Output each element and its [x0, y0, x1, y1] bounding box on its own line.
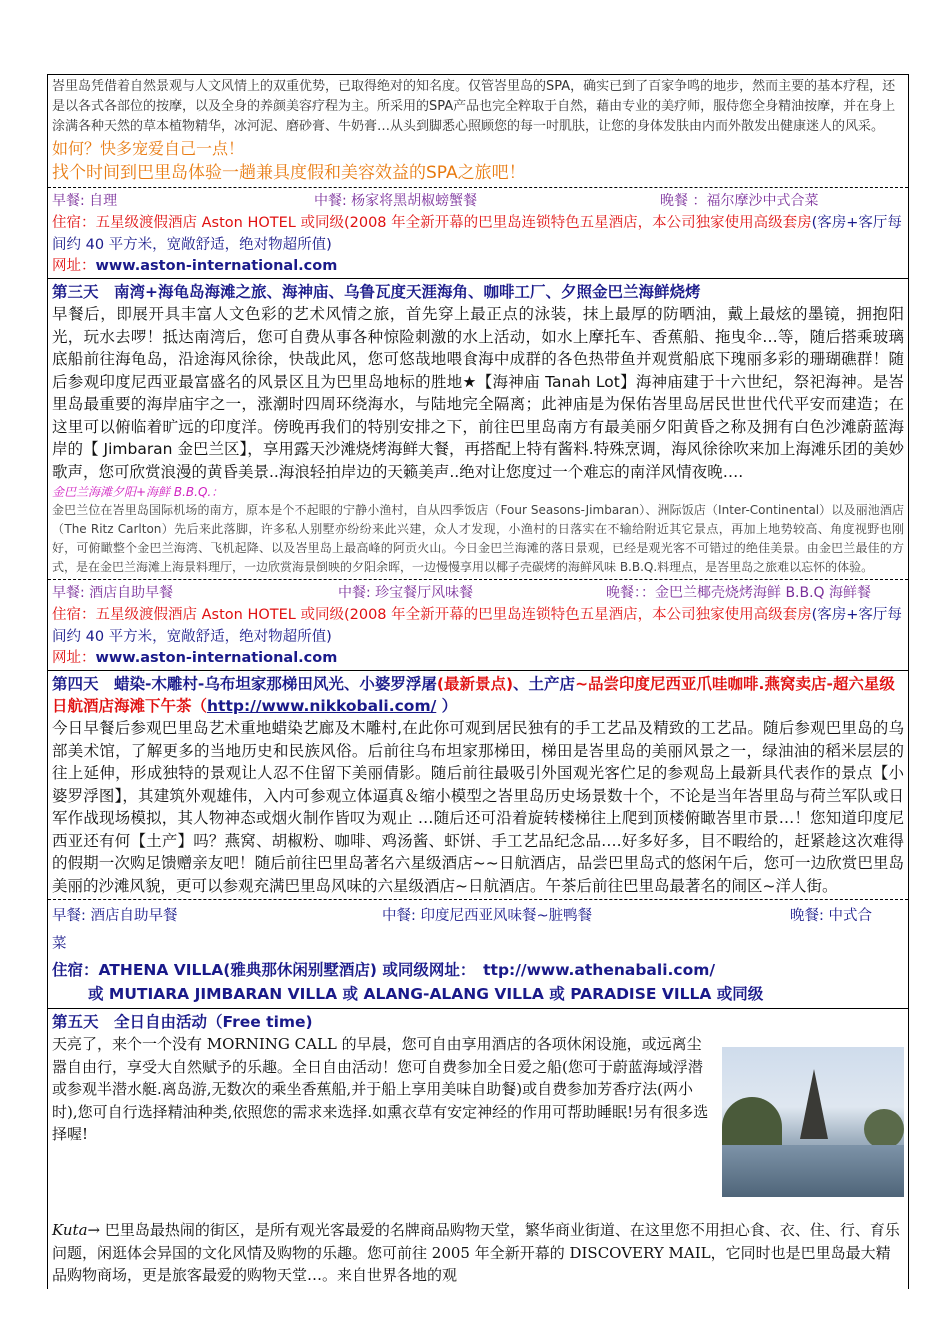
day4-heading [52, 673, 904, 717]
day2-stay [52, 212, 904, 256]
kuta-text: → 巴里岛最热闹的街区，是所有观光客最爱的名牌商品购物天堂，繁华商业街道、在这里您不用担心食、衣、住、行、育乐问题，闲逛体会异国的文化风情及购物的乐趣。您可前往 2005 年全新开幕的 DISCOVERY MAIL，它同时也是巴里岛最大精品购物商场，更是旅客最爱的购物天堂…。来自世界各地的观 [52, 1221, 900, 1284]
itinerary-document [47, 74, 909, 1289]
day5-section [48, 1008, 908, 1289]
day3-stay [52, 604, 904, 648]
day3-lunch: 中餐: 珍宝餐厅风味餐 [338, 585, 474, 601]
day4-stay-label: 住宿：ATHENA VILLA(雅典那休闲别墅酒店) 或同级网址： [52, 961, 468, 979]
slogan-1: 如何？快多宠爱自己一点！ [52, 139, 245, 158]
day5-body: 天亮了，来个一个没有 MORNING CALL 的早晨，您可自由享用酒店的各项休闲设施，或远离尘嚣自由行，享受大自然赋予的乐趣。全日自由活动！您可自费参加全日爱之船(您可于蔚蓝海域浮潜或参观半潜水艇.离岛游,无数次的乘坐香蕉船,并于船上享用美味自助餐)或自费参加芳香疗法(两小时),您可自行选择精油种类,依照您的需求来选择.如熏衣草有安定神经的作用可帮助睡眠!另有很多选择喔! [52, 1035, 709, 1143]
spa-intro-section [48, 75, 908, 187]
spa-intro-text: 峇里岛凭借着自然景观与人文风情上的双重优势，已取得绝对的知名度。仅管峇里岛的SPA，确实已到了百家争鸣的地步，然而主要的基本疗程，还是以各式各部位的按摩，以及全身的养颜美容疗程为主。所采用的SPA产品也完全粹取于自然，藉由专业的美疗师，服侍您全身精油按摩，并在身上涂满各种天然的草本植物精华，冰河泥、磨砂膏、牛奶膏…从头到脚悉心照顾您的每一吋肌肤，让您的身体发肤由内而外散发出健康迷人的风采。 [52, 79, 896, 134]
day4-stay-alt: 或 MUTIARA JIMBARAN VILLA 或 ALANG-ALANG VILLA 或 PARADISE VILLA 或同级 [88, 985, 764, 1003]
day2-meals [52, 190, 904, 212]
day2-breakfast: 早餐: 自理 [52, 193, 118, 209]
day4-breakfast: 早餐: 酒店自助早餐 [52, 908, 178, 924]
day5-content [52, 1033, 904, 1197]
kuta-paragraph [52, 1219, 904, 1287]
day4-body: 今日早餐后参观巴里岛艺术重地蜡染艺廊及木雕村,在此你可观到居民独有的手工艺品及精致的工艺品。随后参观巴里岛的乌部美术馆，了解更多的当地历史和民族风俗。后前往乌布坦家那梯田，梯田是峇里岛的美丽风景之一，绿油油的稻米层层的往上延伸，形成独特的景观让人忍不住留下美丽倩影。随后前往最吸引外国观光客伫足的参观岛上最新具代表作的景点【小婆罗浮图】，其建筑外观雄伟，入内可参观立体逼真＆缩小模型之峇里岛历史场景数十个，不论是当年峇里岛与荷兰军队或日军作战现场模拟，其人物神态或烟火制作皆叹为观止 …随后还可沿着旋转楼梯往上爬到顶楼俯瞰峇里市景…！您知道印度尼西亚还有何【土产】吗？燕窝、胡椒粉、咖啡、鸡汤酱、虾饼、手工艺品纪念品….好多好多，目不暇给的，赶紧趁这次难得的假期一次购足馈赠亲友吧！随后前往巴里岛著名六星级酒店~~日航酒店，品尝巴里岛式的悠闲午后，您可一边欣赏巴里岛美丽的沙滩风貌，更可以参观充满巴里岛风味的六星级酒店~日航酒店。午茶后前往巴里岛最著名的闹区~洋人街。 [52, 719, 904, 895]
day4-head-a: 第四天 蜡染-木雕村-乌布坦家那梯田风光、小婆罗浮屠 [52, 675, 437, 693]
day3-stay-text: 住宿：五星级渡假酒店 Aston HOTEL 或同级(2008 年全新开幕的巴里岛连锁特色五星酒店，本公司独家使用高级套房 [52, 607, 812, 623]
day4-head-c: ~品尝印度尼西亚爪哇咖啡.燕窝卖店-超六星级日航酒店海滩下午茶（ [52, 675, 895, 715]
day4-head-new: (最新景点) [436, 675, 514, 693]
day4-head-link[interactable]: http://www.nikkobali.com/ [207, 697, 437, 715]
day3-body: 早餐后，即展开具丰富人文色彩的艺术风情之旅，首先穿上最正点的泳装，抹上最厚的防晒油，戴上最炫的墨镜，拥抱阳光，玩水去啰！抵达南湾后，您可自费从事各种惊险刺激的水上活动，如水上摩托车、香蕉船、拖曳伞…等，随后搭乘玻璃底船前往海龟岛，沿途海风徐徐，快哉此风，您可悠哉地喂食海中成群的各色热带鱼并观赏船底下瑰丽多彩的珊瑚礁群！随后参观印度尼西亚最富盛名的风景区且为巴里岛地标的胜地★【海神庙 Tanah Lot】海神庙建于十六世纪，祭祀海神。是峇里岛最重要的海岸庙宇之一，涨潮时四周环绕海水，与陆地完全隔离；此神庙是为保佑峇里岛居民世世代代平安而建造；在这里可以俯临着旷远的印度洋。傍晚再我们的特别安排之下，前往巴里岛南方有最美丽夕阳黄昏之称及拥有白色沙滩蔚蓝海岸的【 Jimbaran 金巴兰区】，享用露天沙滩烧烤海鲜大餐，再搭配上特有酱料.特殊烹调，海风徐徐吹来加上海滩乐团的美妙歌声，您可欣赏浪漫的黄昏美景..海浪轻拍岸边的天籁美声..绝对让您度过一个难忘的南洋风情夜晚…. [52, 305, 904, 481]
day2-web-link[interactable]: www.aston-international.com [95, 258, 338, 274]
day3-meals-section [48, 579, 908, 670]
day3-web-link[interactable]: www.aston-international.com [95, 650, 338, 666]
day2-dinner: 晚餐 ：福尔摩沙中式合菜 [660, 193, 819, 209]
day2-website [52, 256, 904, 276]
day2-web-label: 网址： [52, 258, 96, 274]
day3-breakfast: 早餐: 酒店自助早餐 [52, 585, 174, 601]
temple-lake-photo [722, 1047, 904, 1197]
day2-lunch: 中餐: 杨家将黑胡椒螃蟹餐 [314, 193, 478, 209]
day3-stay-detail: (客房+客厅每间约 40 平方米，宽敞舒适，绝对物超所值) [52, 607, 902, 645]
day3-website [52, 648, 904, 668]
day2-stay-detail: (客房+客厅每间约 40 平方米，宽敞舒适，绝对物超所值) [52, 215, 902, 253]
day3-subheading: 金巴兰海滩夕阳+海鲜 B.B.Q.： [52, 485, 224, 499]
day3-meals [52, 582, 904, 604]
photo-pagoda [800, 1069, 828, 1139]
kuta-label: Kuta [52, 1221, 88, 1239]
day5-heading: 第五天 全日自由活动（Free time) [52, 1013, 313, 1031]
photo-water [722, 1145, 904, 1197]
photo-tree-right [864, 1109, 904, 1149]
day4-stay-link[interactable]: ttp://www.athenabali.com/ [483, 961, 716, 979]
day2-stay-text: 住宿：五星级渡假酒店 Aston HOTEL 或同级(2008 年全新开幕的巴里岛连锁特色五星酒店，本公司独家使用高级套房 [52, 215, 812, 231]
day4-stay [52, 958, 904, 982]
day4-dinner-cont: 菜 [52, 936, 67, 952]
day2-meals-section [48, 187, 908, 278]
day4-lunch: 中餐: 印度尼西亚风味餐~脏鸭餐 [382, 908, 593, 924]
day4-meals-section [48, 899, 908, 1008]
day4-dinner: 晚餐: 中式合 [790, 908, 872, 924]
slogan-2: 找个时间到巴里岛体验一趟兼具度假和美容效益的SPA之旅吧！ [52, 163, 526, 183]
day3-web-label: 网址： [52, 650, 96, 666]
day4-head-b: 、土产店 [513, 675, 576, 693]
day3-dinner: 晚餐：：金巴兰椰壳烧烤海鲜 B.B.Q 海鲜餐 [606, 585, 872, 601]
day4-meals [52, 902, 904, 930]
day3-section [48, 278, 908, 579]
day3-sub-text: 金巴兰位在峇里岛国际机场的南方，原本是个不起眼的宁静小渔村，自从四季饭店（Four Seasons-Jimbaran）、洲际饭店（Inter-Continental）以及丽池酒店（The Ritz Carlton）先后来此落脚，许多私人别墅亦纷纷来此兴建，众人才发现，小渔村的日落实在不输给附近其它景点，再加上地势较高、角度视野也刚好，可俯瞰整个金巴兰海湾、飞机起降、以及峇里岛上最高峰的阿贡火山。今日金巴兰海滩的落日景观，已经是观光客不可错过的绝佳美景。由金巴兰最佳的方式，是在金巴兰海滩上海景料理厅，一边欣赏海景倒映的夕阳余晖，一边慢慢享用以椰子壳碳烤的海鲜风味 B.B.Q.料理点，是峇里岛之旅难以忘怀的体验。 [52, 503, 904, 574]
day4-head-end: ） [436, 697, 458, 715]
day4-section [48, 670, 908, 899]
day3-heading: 第三天 南湾+海龟岛海滩之旅、海神庙、乌鲁瓦度天涯海角、咖啡工厂、夕照金巴兰海鲜烧烤 [52, 283, 701, 301]
